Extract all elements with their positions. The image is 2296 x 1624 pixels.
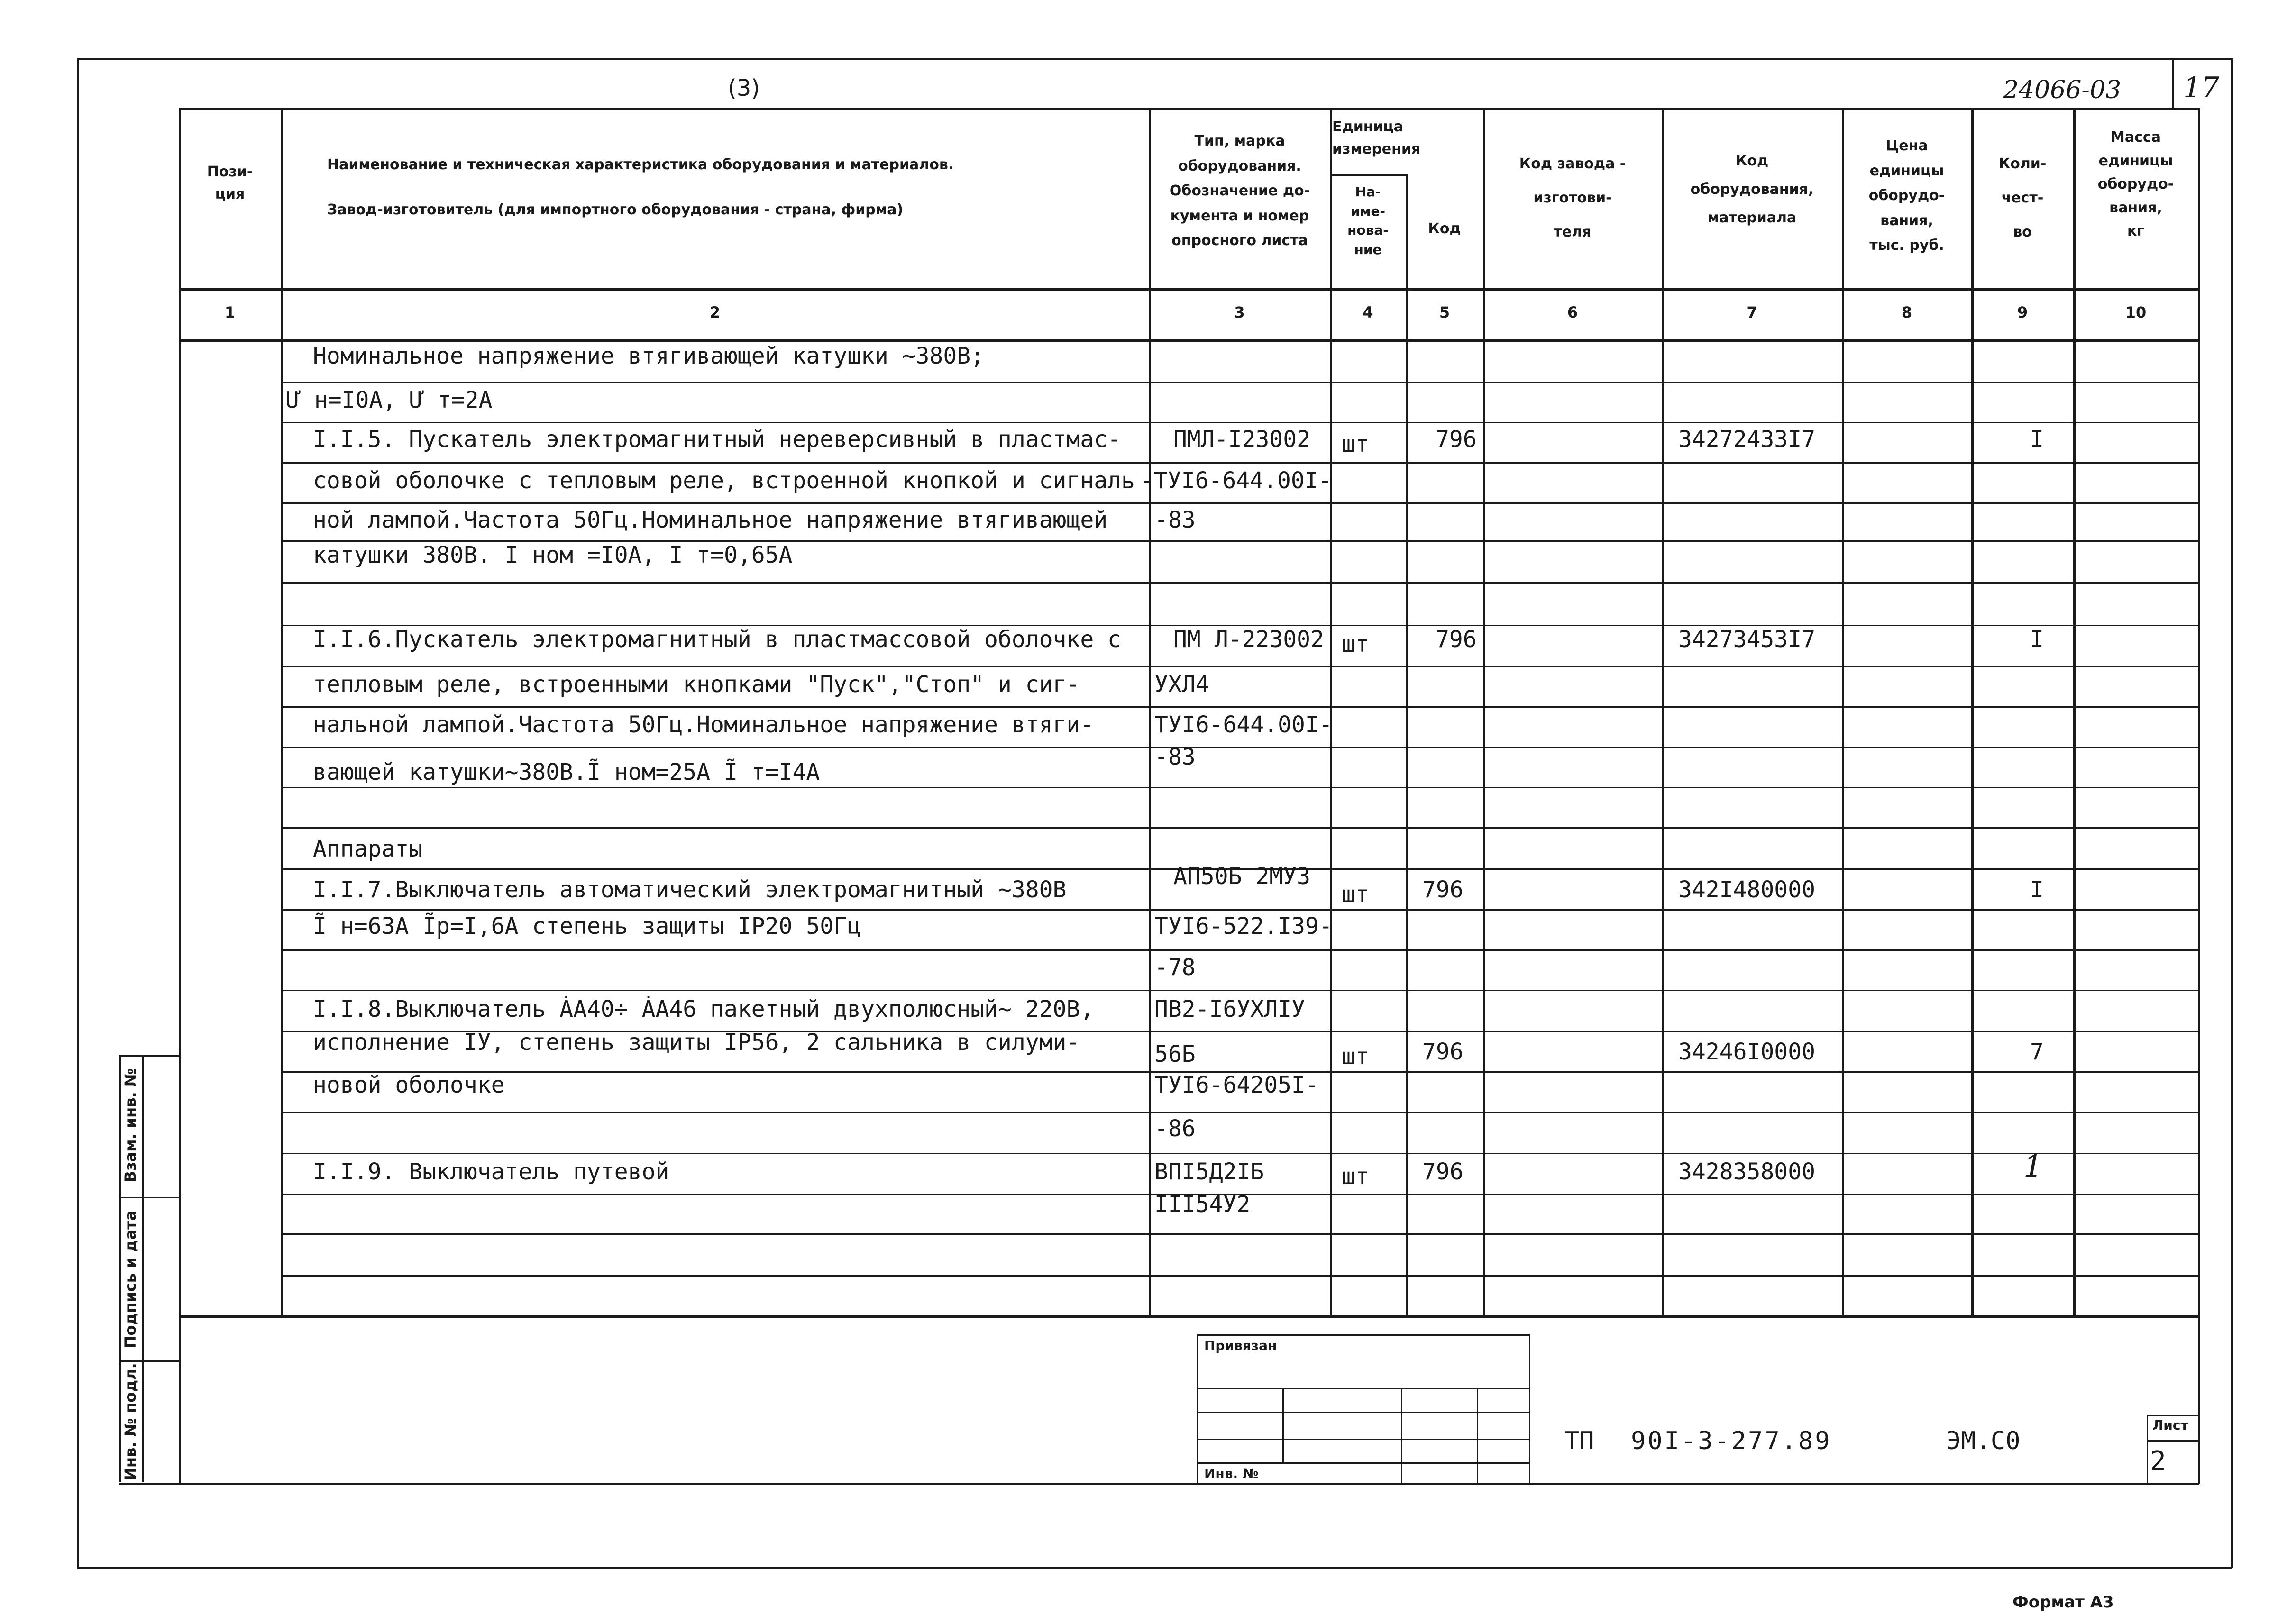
row-type: ТУI6-64205I- <box>1154 1072 1319 1098</box>
row-type: ТУI6-522.I39- <box>1154 913 1333 940</box>
row-unit: шт <box>1342 631 1369 657</box>
row-line-20 <box>281 1153 2199 1154</box>
stamp-line-4 <box>1197 1462 1529 1464</box>
stamp-line-3 <box>1197 1439 1529 1440</box>
col-header-quantity: Коли- чест- во <box>1998 155 2047 240</box>
row-type: ПМЛ-I23002 <box>1173 426 1310 453</box>
row-desc: Аппараты <box>313 836 423 862</box>
row-desc: I.I.5. Пускатель электромагнитный нереверсивный в пластмас- <box>313 426 1122 453</box>
row-desc: нальной лампой.Частота 50Гц.Номинальное напряжение втяги- <box>313 712 1094 738</box>
col-number-10: 10 <box>2125 303 2147 321</box>
row-type: -ТУI6-644.00I- <box>1140 467 1332 494</box>
row-type: III54У2 <box>1154 1191 1251 1218</box>
col-number-3: 3 <box>1234 303 1245 321</box>
table-right <box>2198 108 2200 1484</box>
col-header-price: Цена единицы оборудо- вания, тыс. руб. <box>1868 137 1945 254</box>
row-desc: катушки 380В. I ном =I0A, I т=0,65A <box>313 542 793 568</box>
stamp-col-2 <box>1401 1388 1402 1483</box>
row-type: УХЛ4 <box>1154 671 1209 698</box>
row-unit-code: 796 <box>1436 626 1477 653</box>
row-quantity: I <box>2030 626 2044 653</box>
col-number-4: 4 <box>1363 303 1373 321</box>
row-equipment-code: 3428358000 <box>1678 1159 1815 1185</box>
row-line-10 <box>281 747 2199 748</box>
table-body-bottom <box>179 1315 2199 1318</box>
row-unit-code: 796 <box>1422 876 1464 903</box>
replaced-inventory-label: Взам. инв. № <box>121 1068 139 1183</box>
stamp-document-code: 90I-3-277.89 <box>1631 1427 1832 1455</box>
row-line-4 <box>281 502 2199 504</box>
original-inventory-label: Инв. № подл. <box>121 1363 139 1480</box>
row-line-14 <box>281 909 2199 911</box>
col-number-9: 9 <box>2017 303 2028 321</box>
col-number-2: 2 <box>709 303 721 321</box>
stamp-col-1 <box>1282 1388 1284 1462</box>
row-line-2 <box>281 422 2199 423</box>
col-header-name-line1: Наименование и техническая характеристика оборудования и материалов. <box>327 156 954 173</box>
col-line-4 <box>1406 174 1408 1317</box>
row-line-8 <box>281 666 2199 667</box>
stamp-code-prefix: ТП <box>1564 1427 1594 1455</box>
row-equipment-code: 34273453I7 <box>1678 626 1815 653</box>
sheet-box-top <box>2147 1415 2199 1416</box>
stamp-left <box>1197 1334 1198 1483</box>
col-line-8 <box>1971 108 1974 1317</box>
table-bottom <box>179 1483 2199 1485</box>
stamp-inventory-label: Инв. № <box>1204 1466 1259 1481</box>
row-line-6 <box>281 582 2199 584</box>
table-top <box>179 108 2199 110</box>
sheet-marker: (3) <box>728 75 760 101</box>
stamp-document-suffix: ЭМ.С0 <box>1946 1427 2021 1455</box>
binding-strip-left <box>119 1055 121 1482</box>
col-header-unit-name: На- име- нова- ние <box>1347 184 1389 257</box>
row-type: АП50Б 2МУЗ <box>1173 863 1310 890</box>
col-number-5: 5 <box>1439 303 1450 321</box>
page-number: 17 <box>2183 71 2220 104</box>
row-desc: ной лампой.Частота 50Гц.Номинальное напряжение втягивающей <box>313 507 1108 533</box>
row-desc: тепловым реле, встроенными кнопками "Пуск","Стоп" и сиг- <box>313 671 1080 698</box>
col-number-1: 1 <box>224 303 236 321</box>
row-desc: I.I.8.Выключатель ȦA40÷ ȦA46 пакетный двухполюсный~ 220В, <box>313 996 1094 1022</box>
row-line-16 <box>281 990 2199 991</box>
row-type: -78 <box>1154 954 1196 981</box>
header-bottom <box>179 288 2199 291</box>
stamp-line-1 <box>1197 1388 1529 1389</box>
row-line-12 <box>281 827 2199 829</box>
col-line-9 <box>2073 108 2076 1317</box>
frame-top <box>77 58 2232 60</box>
row-line-11 <box>281 787 2199 788</box>
sheet-value: 2 <box>2150 1446 2166 1477</box>
col-header-name-line2: Завод-изготовитель (для импортного оборудования - страна, фирма) <box>327 201 904 218</box>
col-header-equipment-code: Код оборудования, материала <box>1690 153 1814 226</box>
row-desc: I.I.9. Выключатель путевой <box>313 1159 669 1185</box>
row-quantity: 7 <box>2030 1039 2044 1065</box>
row-desc: совой оболочке с тепловым реле, встроенной кнопкой и сигналь <box>313 467 1135 494</box>
sheet-label: Лист <box>2152 1417 2188 1433</box>
col-header-maker-code: Код завода - изготови- теля <box>1519 155 1626 240</box>
row-type: ПВ2-I6УХЛIУ <box>1154 996 1305 1022</box>
row-desc: Ĩ н=63А Ĩр=I,6А степень защиты IP20 50Гц <box>313 913 861 940</box>
numbers-bottom <box>179 339 2199 342</box>
col-number-7: 7 <box>1747 303 1757 321</box>
row-quantity: 1 <box>2023 1149 2043 1184</box>
row-unit: шт <box>1342 431 1369 457</box>
col-header-unit-group: Единица измерения <box>1332 119 1421 157</box>
stamp-right <box>1529 1334 1530 1483</box>
row-type: ПМ Л-223002 <box>1173 626 1324 653</box>
binding-strip-mid <box>142 1055 144 1482</box>
row-unit: шт <box>1342 1043 1369 1070</box>
row-desc: новой оболочке <box>313 1072 505 1098</box>
row-type: ТУI6-644.00I- <box>1154 712 1333 738</box>
signature-date-label: Подпись и дата <box>121 1210 139 1349</box>
row-quantity: I <box>2030 876 2044 903</box>
row-line-23 <box>281 1275 2199 1277</box>
col-header-mass: Масса единицы оборудо- вания, кг <box>2097 129 2174 239</box>
row-quantity: I <box>2030 426 2044 453</box>
row-equipment-code: 34272433I7 <box>1678 426 1815 453</box>
row-desc: Ư н=I0A, Ư т=2A <box>287 387 493 413</box>
row-type: ВПI5Д2IБ <box>1154 1159 1264 1185</box>
row-equipment-code: 342I480000 <box>1678 876 1815 903</box>
col-header-unit-code: Код <box>1428 220 1461 237</box>
row-desc: I.I.6.Пускатель электромагнитный в пластмассовой оболочке с <box>313 626 1122 653</box>
row-line-19 <box>281 1112 2199 1113</box>
col-line-6 <box>1662 108 1664 1317</box>
stamp-col-3 <box>1477 1388 1478 1483</box>
row-unit-code: 796 <box>1436 426 1477 453</box>
document-number: 24066-03 <box>2003 76 2122 104</box>
sheet-box-left <box>2147 1415 2148 1483</box>
row-line-1 <box>281 382 2199 383</box>
row-unit-code: 796 <box>1422 1159 1464 1185</box>
row-desc: исполнение IУ, степень защиты IP56, 2 сальника в силуми- <box>313 1029 1080 1056</box>
row-desc: Номинальное напряжение втягивающей катушки ~380В; <box>313 343 985 369</box>
unit-group-divider <box>1330 174 1406 176</box>
col-number-8: 8 <box>1901 303 1912 321</box>
page-number-divider <box>2172 59 2174 109</box>
frame-bottom <box>77 1567 2232 1569</box>
row-line-22 <box>281 1233 2199 1235</box>
row-unit: шт <box>1342 881 1369 908</box>
row-unit: шт <box>1342 1163 1369 1190</box>
col-number-6: 6 <box>1567 303 1578 321</box>
attached-label: Привязан <box>1204 1338 1277 1353</box>
row-equipment-code: 34246I0000 <box>1678 1039 1815 1065</box>
row-type: 56Б <box>1154 1041 1196 1067</box>
stamp-line-2 <box>1197 1412 1529 1413</box>
row-line-15 <box>281 949 2199 951</box>
row-line-3 <box>281 462 2199 464</box>
frame-left <box>77 58 79 1568</box>
row-desc: I.I.7.Выключатель автоматический электромагнитный ~380В <box>313 876 1067 903</box>
col-line-5 <box>1483 108 1485 1317</box>
col-header-type: Тип, марка оборудования. Обозначение до- кумента и номер опросного листа <box>1169 133 1310 249</box>
format-label: Формат А3 <box>2012 1593 2114 1612</box>
row-desc: вающей катушки~380В.Ĩ ном=25А Ĩ т=I4A <box>313 759 820 785</box>
row-type: -86 <box>1154 1115 1196 1142</box>
row-type: -83 <box>1154 507 1196 533</box>
stamp-top <box>1197 1334 1529 1336</box>
row-line-9 <box>281 706 2199 708</box>
row-unit-code: 796 <box>1422 1039 1464 1065</box>
col-line-2 <box>1149 108 1151 1317</box>
row-type: -83 <box>1154 744 1196 770</box>
sheet-box-mid <box>2147 1440 2199 1442</box>
col-line-7 <box>1842 108 1844 1317</box>
col-header-position: Пози- ция <box>207 164 253 202</box>
col-line-1 <box>281 108 283 1317</box>
frame-right <box>2231 58 2233 1568</box>
